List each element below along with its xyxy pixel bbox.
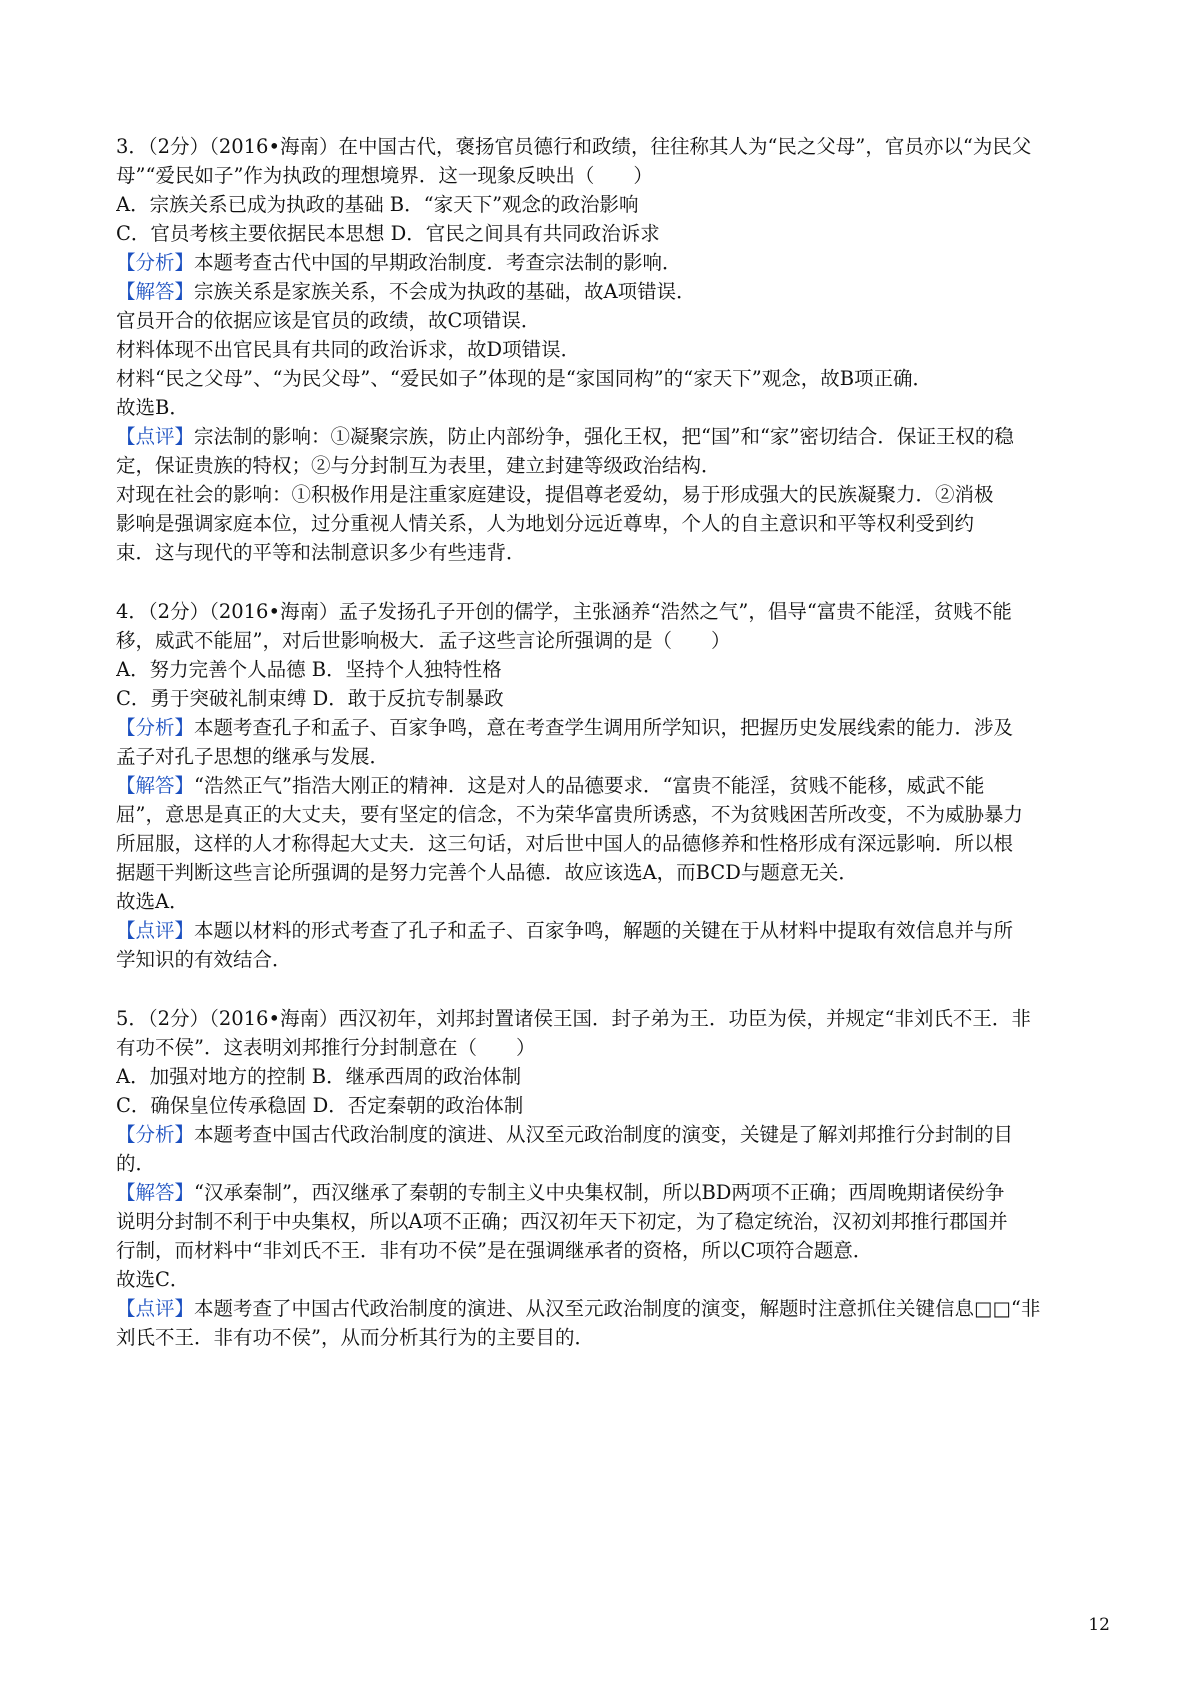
q3-comment-text-5: 束．这与现代的平等和法制意识多少有些违背． [116,541,526,564]
q3-stem-line-2: 母”“爱民如子”作为执政的理想境界．这一现象反映出（ ） [116,164,653,187]
q3-comment-text-2: 定，保证贵族的特权；②与分封制互为表里，建立封建等级政治结构． [116,454,721,477]
q3-answer [116,276,1106,308]
q3-analysis [116,247,1106,279]
answer-tag: 【解答】 [116,1181,195,1204]
q3-answer-text-2: 官员开合的依据应该是官员的政绩，故C项错误． [116,309,541,332]
q3-option-line-1: A．宗族关系已成为执政的基础 B．“家天下”观念的政治影响 [116,193,639,216]
q4-answer-text-2: 屈”，意思是真正的大丈夫，要有坚定的信念，不为荣华富贵所诱惑，不为贫贱困苦所改变，不为威胁暴力 [116,803,1023,826]
q5-answer [116,1177,1106,1209]
q3-comment [116,421,1106,453]
q4-answer-text-1: “浩然正气”指浩大刚正的精神．这是对人的品德要求．“富贵不能淫，贫贱不能移，威武不能 [194,774,985,797]
answer-tag: 【解答】 [116,774,195,797]
q4-analysis [116,712,1106,744]
comment-tag: 【点评】 [116,425,195,448]
q5-option-line-2: C．确保皇位传承稳固 D．否定秦朝的政治体制 [116,1094,524,1117]
q5-option-line-1: A．加强对地方的控制 B．继承西周的政治体制 [116,1065,522,1088]
q4-answer-text-5: 故选A． [116,890,189,913]
q3-answer-text-5: 故选B． [116,396,189,419]
q4-analysis-text-2: 孟子对孔子思想的继承与发展． [116,745,390,768]
q3-answer-text-4: 材料“民之父母”、“为民父母”、“爱民如子”体现的是“家国同构”的“家天下”观念，故B项正确． [116,367,933,390]
q4-option-line-1: A．努力完善个人品德 B．坚持个人独特性格 [116,658,502,681]
comment-tag: 【点评】 [116,1297,195,1320]
q4-answer-text-4: 据题干判断这些言论所强调的是努力完善个人品德．故应该选A，而BCD与题意无关． [116,861,858,884]
q3-answer-text-3: 材料体现不出官民具有共同的政治诉求，故D项错误． [116,338,581,361]
q4-analysis-text-1: 本题考查孔子和孟子、百家争鸣，意在考查学生调用所学知识，把握历史发展线索的能力．涉及 [194,716,1014,739]
q4-answer [116,770,1106,802]
q5-comment-text-1: 本题考查了中国古代政治制度的演进、从汉至元政治制度的演变，解题时注意抓住关键信息□□“非 [194,1297,1041,1320]
q3-analysis-text-1: 本题考查古代中国的早期政治制度．考查宗法制的影响． [194,251,682,274]
q4-option-line-2: C．勇于突破礼制束缚 D．敢于反抗专制暴政 [116,687,504,710]
analysis-tag: 【分析】 [116,251,195,274]
q5-answer-text-3: 行制，而材料中“非刘氏不王．非有功不侯”是在强调继承者的资格，所以C项符合题意． [116,1239,873,1262]
q5-stem-line-1: 5．（2分）（2016•海南）西汉初年，刘邦封置诸侯王国．封子弟为王．功臣为侯，并规定“非刘氏不王．非 [116,1007,1031,1030]
q5-answer-text-1: “汉承秦制”，西汉继承了秦朝的专制主义中央集权制，所以BD两项不正确；西周晚期诸侯纷争 [194,1181,1005,1204]
q3-comment-text-4: 影响是强调家庭本位，过分重视人情关系，人为地划分远近尊卑，个人的自主意识和平等权利受到约 [116,512,975,535]
q5-comment-text-2: 刘氏不王．非有功不侯”，从而分析其行为的主要目的． [116,1326,594,1349]
q4-stem-line-2: 移，威武不能屈”，对后世影响极大．孟子这些言论所强调的是（ ） [116,629,731,652]
page-number: 12 [1088,1615,1110,1635]
analysis-tag: 【分析】 [116,716,195,739]
q5-analysis [116,1119,1106,1151]
q4-comment-text-1: 本题以材料的形式考查了孔子和孟子、百家争鸣，解题的关键在于从材料中提取有效信息并与所 [194,919,1014,942]
q4-comment-text-2: 学知识的有效结合． [116,948,292,971]
q5-analysis-text-2: 的． [116,1152,156,1175]
q5-answer-text-4: 故选C． [116,1268,190,1291]
q3-answer-text-1: 宗族关系是家族关系，不会成为执政的基础，故A项错误． [194,280,696,303]
q5-answer-text-2: 说明分封制不利于中央集权，所以A项不正确；西汉初年天下初定，为了稳定统治，汉初刘邦推行郡国并 [116,1210,1008,1233]
q4-stem-line-1: 4．（2分）（2016•海南）孟子发扬孔子开创的儒学，主张涵养“浩然之气”，倡导“富贵不能淫，贫贱不能 [116,600,1012,623]
q4-answer-text-3: 所屈服，这样的人才称得起大丈夫．这三句话，对后世中国人的品德修养和性格形成有深远影响．所以根 [116,832,1014,855]
q3-comment-text-3: 对现在社会的影响：①积极作用是注重家庭建设，提倡尊老爱幼，易于形成强大的民族凝聚力．②消极 [116,483,994,506]
q5-comment [116,1293,1106,1325]
q4-comment [116,915,1106,947]
q3-stem-line-1: 3．（2分）（2016•海南）在中国古代，褒扬官员德行和政绩，往往称其人为“民之父母”，官员亦以“为民父 [116,135,1032,158]
answer-tag: 【解答】 [116,280,195,303]
q3-option-line-2: C．官员考核主要依据民本思想 D．官民之间具有共同政治诉求 [116,222,660,245]
analysis-tag: 【分析】 [116,1123,195,1146]
q3-comment-text-1: 宗法制的影响：①凝聚宗族，防止内部纷争，强化王权，把“国”和“家”密切结合．保证王权的稳 [194,425,1014,448]
q5-stem-line-2: 有功不侯”．这表明刘邦推行分封制意在（ ） [116,1036,536,1059]
comment-tag: 【点评】 [116,919,195,942]
q5-analysis-text-1: 本题考查中国古代政治制度的演进、从汉至元政治制度的演变，关键是了解刘邦推行分封制的目 [194,1123,1014,1146]
